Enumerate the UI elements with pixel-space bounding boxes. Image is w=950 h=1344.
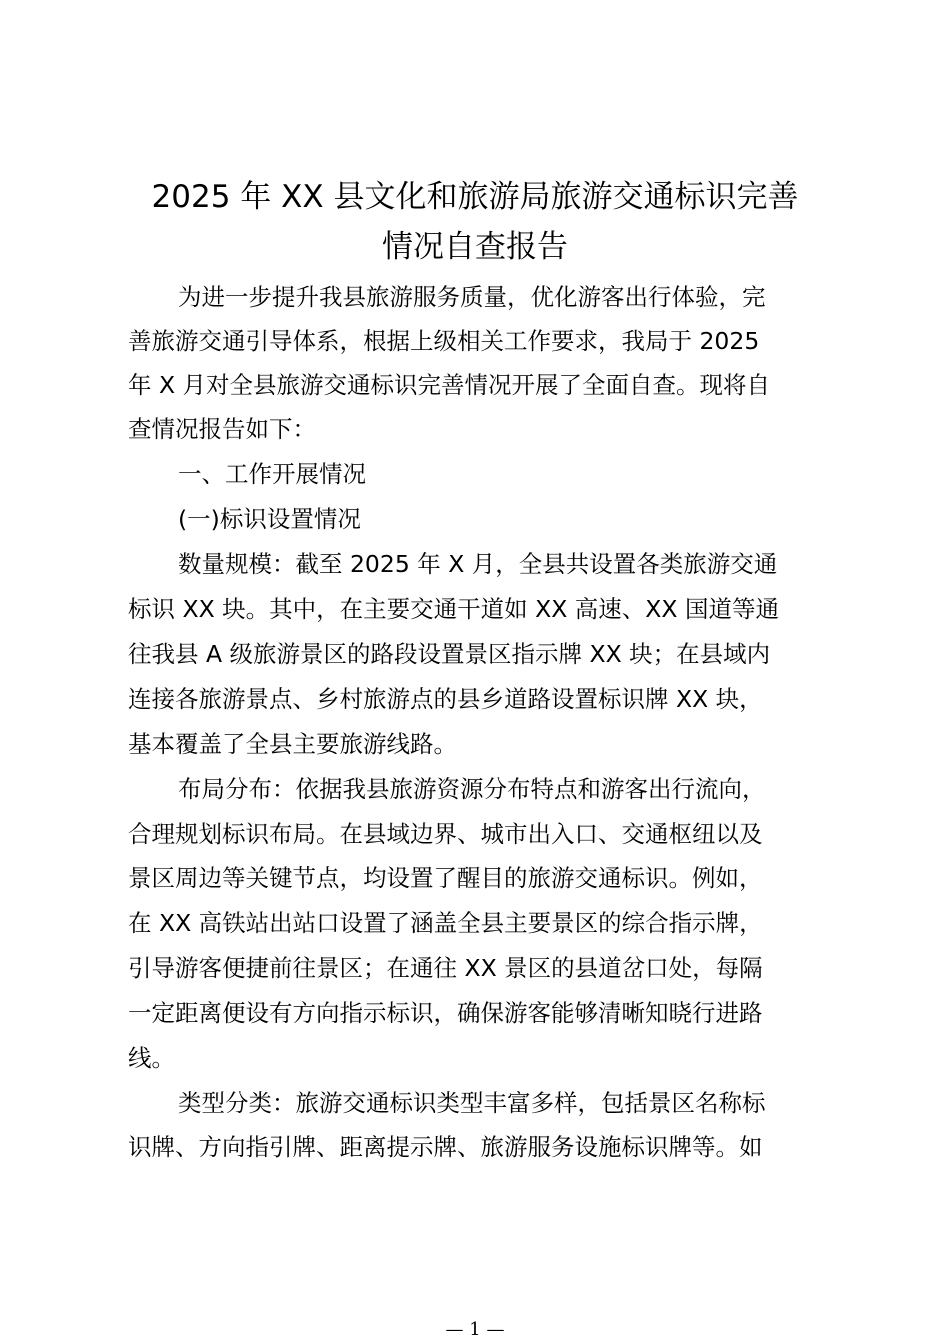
paragraph-line: 基本覆盖了全县主要旅游线路。 xyxy=(128,730,457,758)
paragraph-line: 一定距离便设有方向指示标识，确保游客能够清晰知晓行进路 xyxy=(128,999,763,1027)
page-number: — 1 — xyxy=(445,1319,505,1340)
subsection-heading: (一)标识设置情况 xyxy=(178,505,361,533)
paragraph-line: 为进一步提升我县旅游服务质量，优化游客出行体验，完 xyxy=(178,283,766,311)
paragraph-line: 识牌、方向指引牌、距离提示牌、旅游服务设施标识牌等。如 xyxy=(128,1133,763,1161)
paragraph-line: 合理规划标识布局。在县域边界、城市出入口、交通枢纽以及 xyxy=(128,820,763,848)
paragraph-line: 善旅游交通引导体系，根据上级相关工作要求，我局于 2025 xyxy=(128,327,760,355)
paragraph-line: 线。 xyxy=(128,1044,175,1072)
paragraph-line: 在 XX 高铁站出站口设置了涵盖全县主要景区的综合指示牌， xyxy=(128,909,763,937)
paragraph-line: 连接各旅游景点、乡村旅游点的县乡道路设置标识牌 XX 块， xyxy=(128,685,763,713)
paragraph-line: 往我县 A 级旅游景区的路段设置景区指示牌 XX 块；在县域内 xyxy=(128,640,771,668)
paragraph-line: 标识 XX 块。其中，在主要交通干道如 XX 高速、XX 国道等通 xyxy=(128,595,779,623)
paragraph-line: 数量规模：截至 2025 年 X 月，全县共设置各类旅游交通 xyxy=(178,550,778,578)
title-line-1: 2025 年 XX 县文化和旅游局旅游交通标识完善 xyxy=(151,179,799,215)
paragraph-line: 类型分类：旅游交通标识类型丰富多样，包括景区名称标 xyxy=(178,1089,766,1117)
paragraph-line: 布局分布：依据我县旅游资源分布特点和游客出行流向， xyxy=(178,775,766,803)
title-line-2: 情况自查报告 xyxy=(382,229,568,265)
section-heading: 一、工作开展情况 xyxy=(178,460,366,488)
paragraph-line: 引导游客便捷前往景区；在通往 XX 景区的县道岔口处，每隔 xyxy=(128,954,763,982)
paragraph-line: 景区周边等关键节点，均设置了醒目的旅游交通标识。例如， xyxy=(128,864,763,892)
paragraph-line: 年 X 月对全县旅游交通标识完善情况开展了全面自查。现将自 xyxy=(128,371,771,399)
paragraph-line: 查情况报告如下： xyxy=(128,415,316,443)
